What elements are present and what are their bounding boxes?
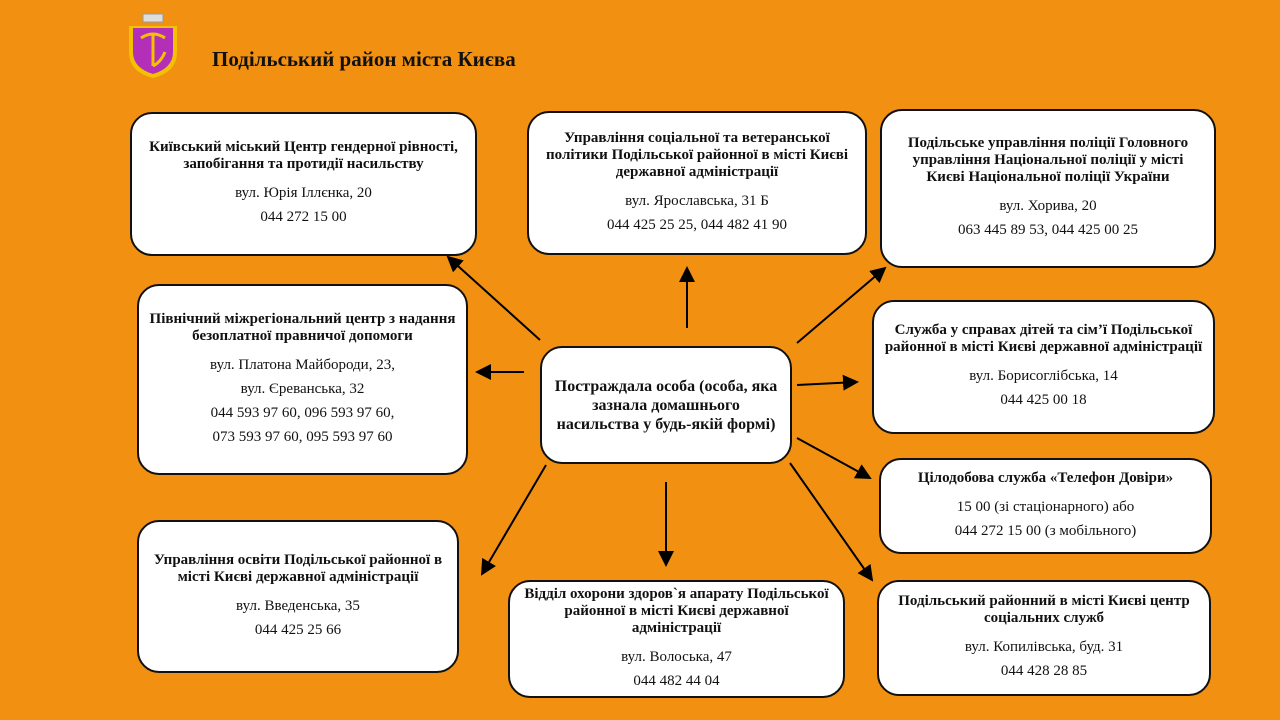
box-phone: 044 272 15 00 (260, 209, 347, 225)
trust-hotline-box (879, 458, 1212, 554)
victim-center-box (540, 346, 792, 464)
box-address: вул. Хорива, 20 (999, 198, 1097, 214)
box-title: Служба у справах дітей та сім’ї Подільської районної в місті Києві державної адміністрації (884, 322, 1203, 355)
health-department-box (508, 580, 845, 698)
box-address: вул. Платона Майбороди, 23, (210, 356, 395, 373)
box-phone: 044 593 97 60, 096 593 97 60, (210, 404, 395, 421)
box-address: 15 00 (зі стаціонарного) або (956, 498, 1135, 515)
box-title: Управління соціальної та ветеранської політики Подільської районної в місті Києві державної адміністрації (546, 129, 848, 180)
box-title: Цілодобова служба «Телефон Довіри» (917, 469, 1174, 486)
box-address: вул. Єреванська, 32 (240, 380, 365, 397)
podil-police-box (880, 109, 1216, 268)
box-address: вул. Введенська, 35 (236, 597, 360, 614)
page-title: Подільський район міста Києва (212, 47, 516, 71)
box-address: вул. Юрія Іллєнка, 20 (235, 185, 372, 201)
legal-aid-center-box (137, 284, 468, 475)
box-phone: 044 425 25 25, 044 482 41 90 (607, 216, 787, 233)
box-title: Подільське управління поліції Головного управління Національної поліції у місті Києві Національної поліції України (907, 135, 1189, 185)
box-phone: 073 593 97 60, 095 593 97 60 (212, 428, 393, 445)
box-address: вул. Борисоглібська, 14 (969, 368, 1118, 384)
box-phone: 044 272 15 00 (з мобільного) (954, 522, 1137, 539)
box-title: Північний міжрегіональний центр з надання безоплатної правничої допомоги (149, 310, 456, 344)
box-phone: 044 482 44 04 (633, 672, 720, 689)
box-title: Київський міський Центр гендерної рівності, запобігання та протидії насильству (149, 139, 458, 172)
box-phone: 044 425 25 66 (254, 621, 342, 638)
gender-equality-center-box (130, 112, 477, 256)
box-title: Управління освіти Подільської районної в місті Києві державної адміністрації (153, 551, 443, 585)
box-title: Відділ охорони здоров`я апарату Подільської районної в місті Києві державної адміністрації (524, 585, 829, 636)
box-address: вул. Ярославська, 31 Б (625, 192, 769, 209)
social-veteran-policy-box (527, 111, 867, 255)
box-phone: 063 445 89 53, 044 425 00 25 (958, 222, 1138, 238)
box-phone: 044 428 28 85 (1000, 663, 1088, 679)
children-family-service-box (872, 300, 1215, 434)
education-department-box (137, 520, 459, 673)
box-address: вул. Волоська, 47 (621, 648, 732, 665)
box-title: Подільський районний в місті Києві центр соціальних служб (898, 593, 1190, 626)
center-title: Постраждала особа (особа, яка зазнала домашнього насильства у будь-якій формі) (554, 377, 778, 433)
box-address: вул. Копилівська, буд. 31 (964, 639, 1124, 655)
social-services-center-box (877, 580, 1211, 696)
box-phone: 044 425 00 18 (1000, 392, 1087, 408)
